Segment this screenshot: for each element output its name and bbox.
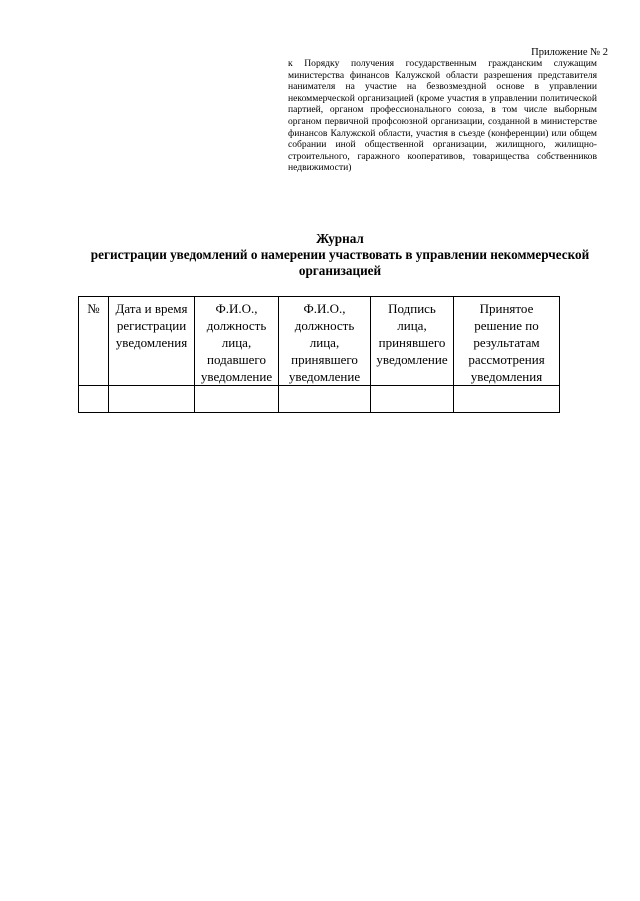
table-cell <box>371 386 454 413</box>
header-submitter: Ф.И.О., должность лица, подавшего уведомление <box>195 297 279 386</box>
table-row <box>79 386 560 413</box>
table-header-row <box>79 297 560 386</box>
journal-table <box>78 296 560 413</box>
journal-heading <box>60 231 620 279</box>
table-cell <box>279 386 371 413</box>
header-receiver: Ф.И.О., должность лица, принявшего уведомление <box>279 297 371 386</box>
header-signature: Подпись лица, принявшего уведомление <box>371 297 454 386</box>
header-decision: Принятое решение по результатам рассмотрения уведомления <box>454 297 560 386</box>
table-cell <box>195 386 279 413</box>
header-number: № <box>79 297 109 386</box>
journal-title: Журнал <box>316 231 364 246</box>
journal-subtitle: регистрации уведомлений о намерении участвовать в управлении некоммерческой организацией <box>90 247 590 278</box>
table-cell <box>454 386 560 413</box>
header-registration-datetime: Дата и время регистрации уведомления <box>109 297 195 386</box>
appendix-title: Приложение № 2 <box>531 47 608 58</box>
appendix-text: к Порядку получения государственным гражданским служащим министерства финансов Калужской области разрешения представителя нанимателя на участие на безвозмездной основе в управлении некоммерческой организацией (кроме участия в управлении политической партией, органом профессионального союза, в том числе выборным органом первичной профсоюзной организации, созданной в министерстве финансов Калужской области, участия в съезде (конференции) или общем собрании иной общественной организации, жилищного, жилищно-строительного, гаражного кооперативов, товарищества собственников недвижимости) <box>288 58 597 174</box>
table-cell <box>109 386 195 413</box>
table-cell <box>79 386 109 413</box>
